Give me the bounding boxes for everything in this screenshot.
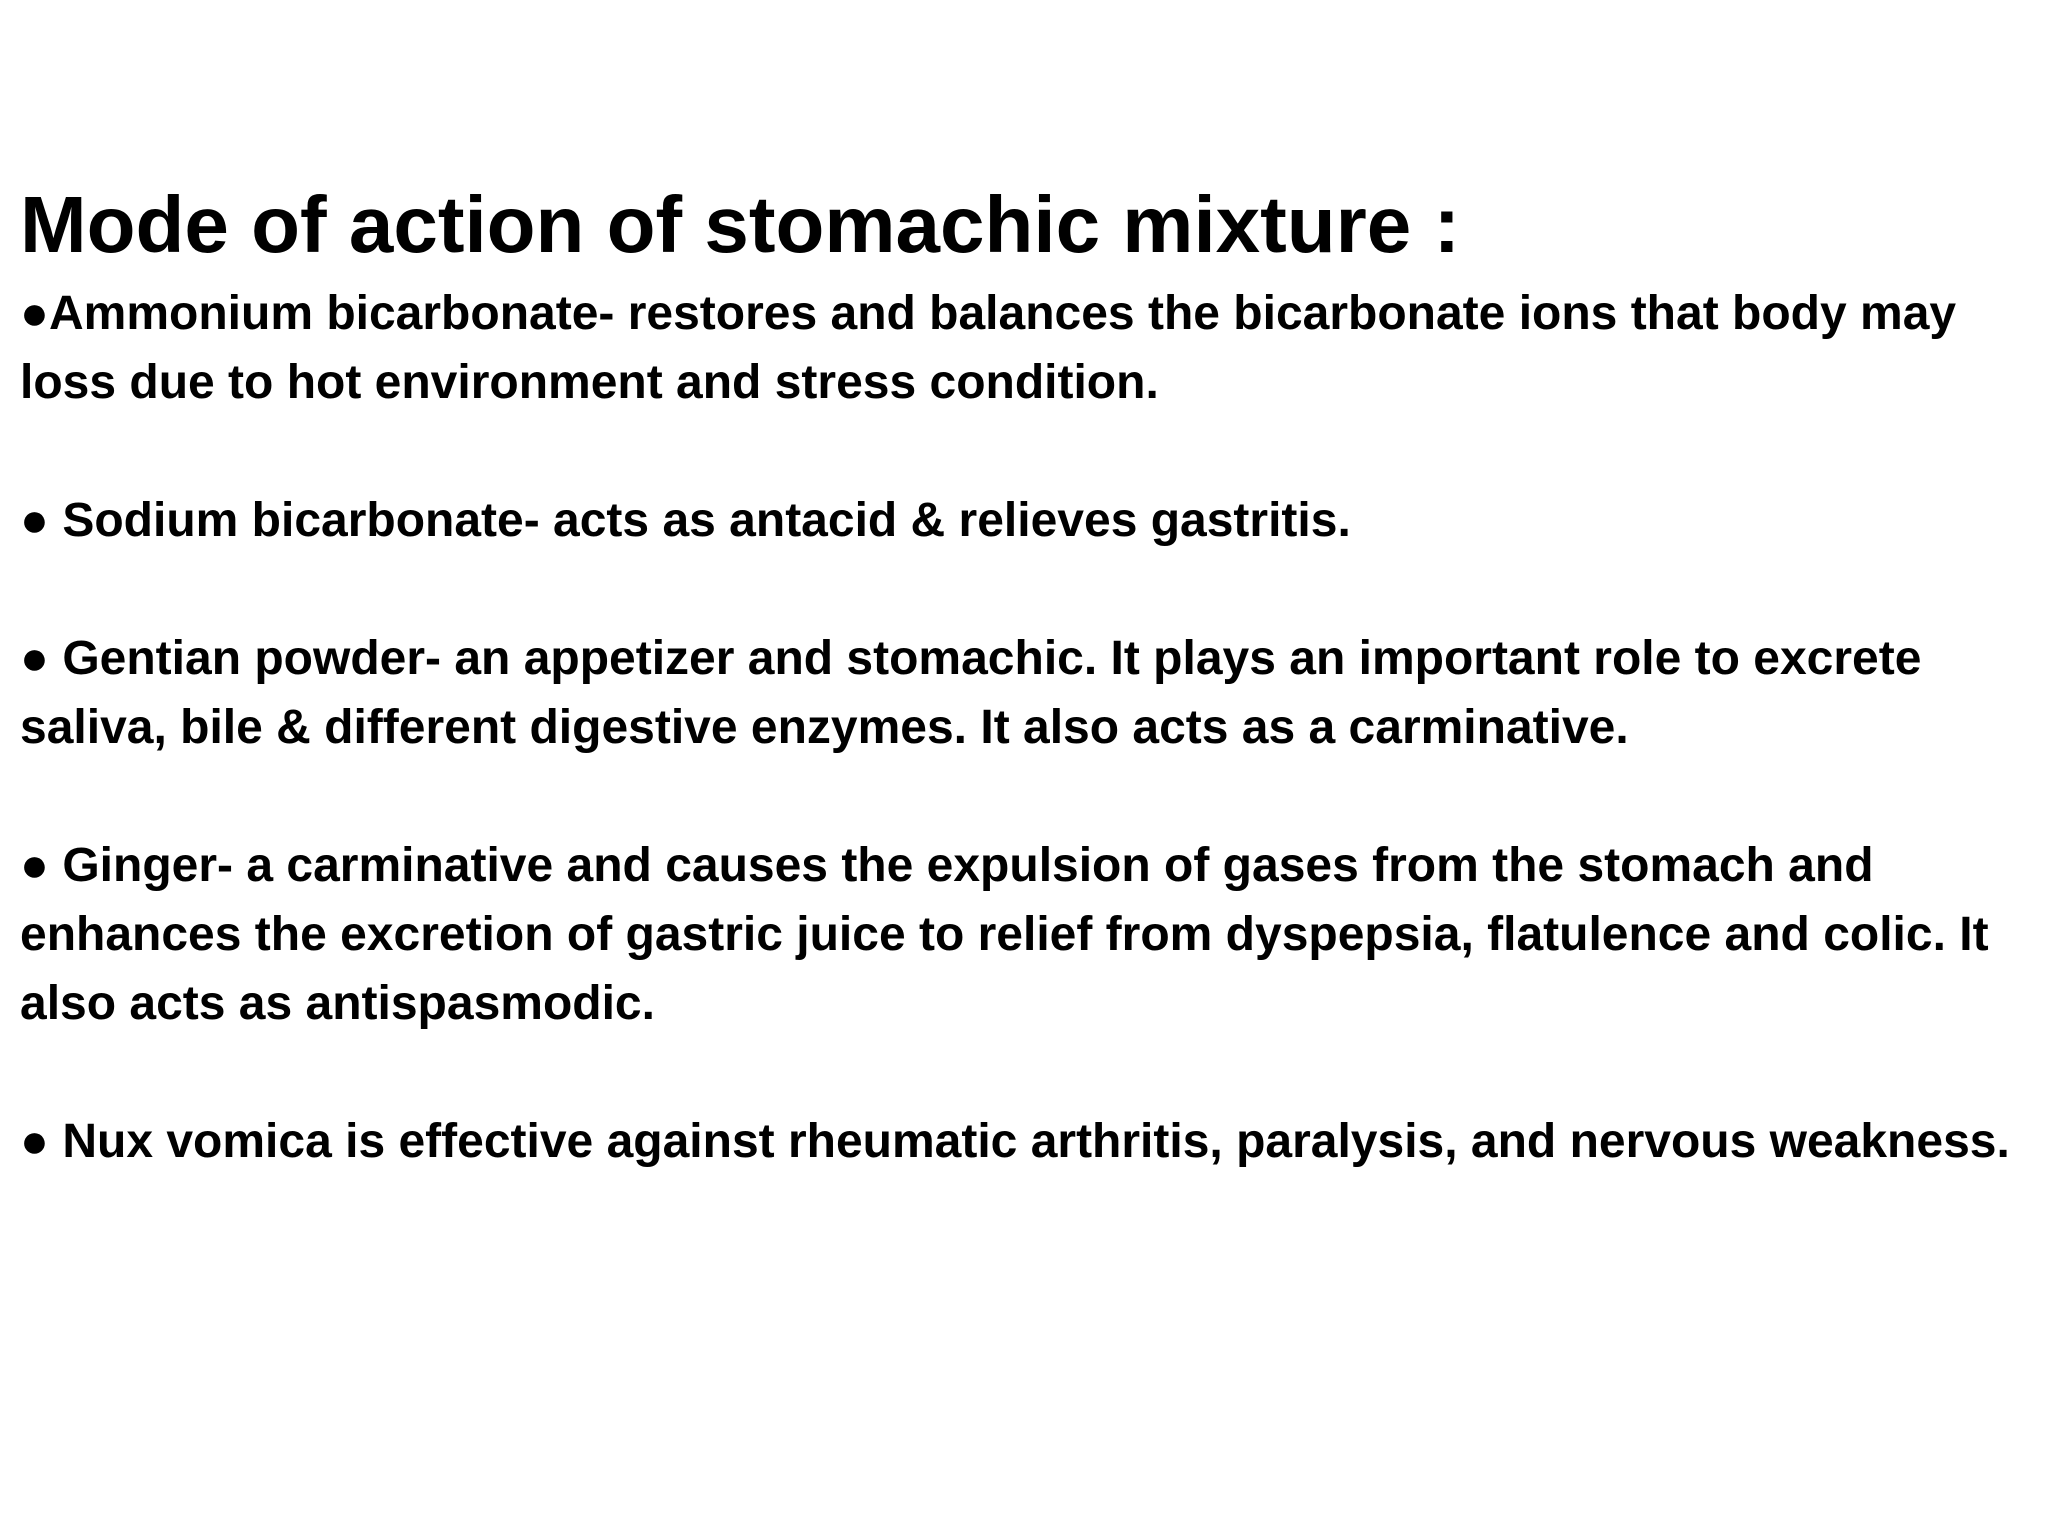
bullet-sodium-bicarbonate: ● Sodium bicarbonate- acts as antacid & relieves gastritis. [20,494,1351,547]
bullet-ammonium-bicarbonate: ●Ammonium bicarbonate- restores and balances the bicarbonate ions that body may loss due to hot environment and stress condition. [20,287,1957,409]
bullet-gentian-powder: ● Gentian powder- an appetizer and stomachic. It plays an important role to excrete saliva, bile & different digestive enzymes. It also acts as a carminative. [20,632,1922,754]
slide-title: Mode of action of stomachic mixture : [20,180,1461,269]
bullet-nux-vomica: ● Nux vomica is effective against rheumatic arthritis, paralysis, and nervous weakness. [20,1115,2010,1168]
slide-content [20,175,2010,1176]
bullet-ginger: ● Ginger- a carminative and causes the expulsion of gases from the stomach and enhances the excretion of gastric juice to relief from dyspepsia, flatulence and colic. It also acts as antispasmodic. [20,839,1989,1030]
bullet-list [20,279,2010,1176]
